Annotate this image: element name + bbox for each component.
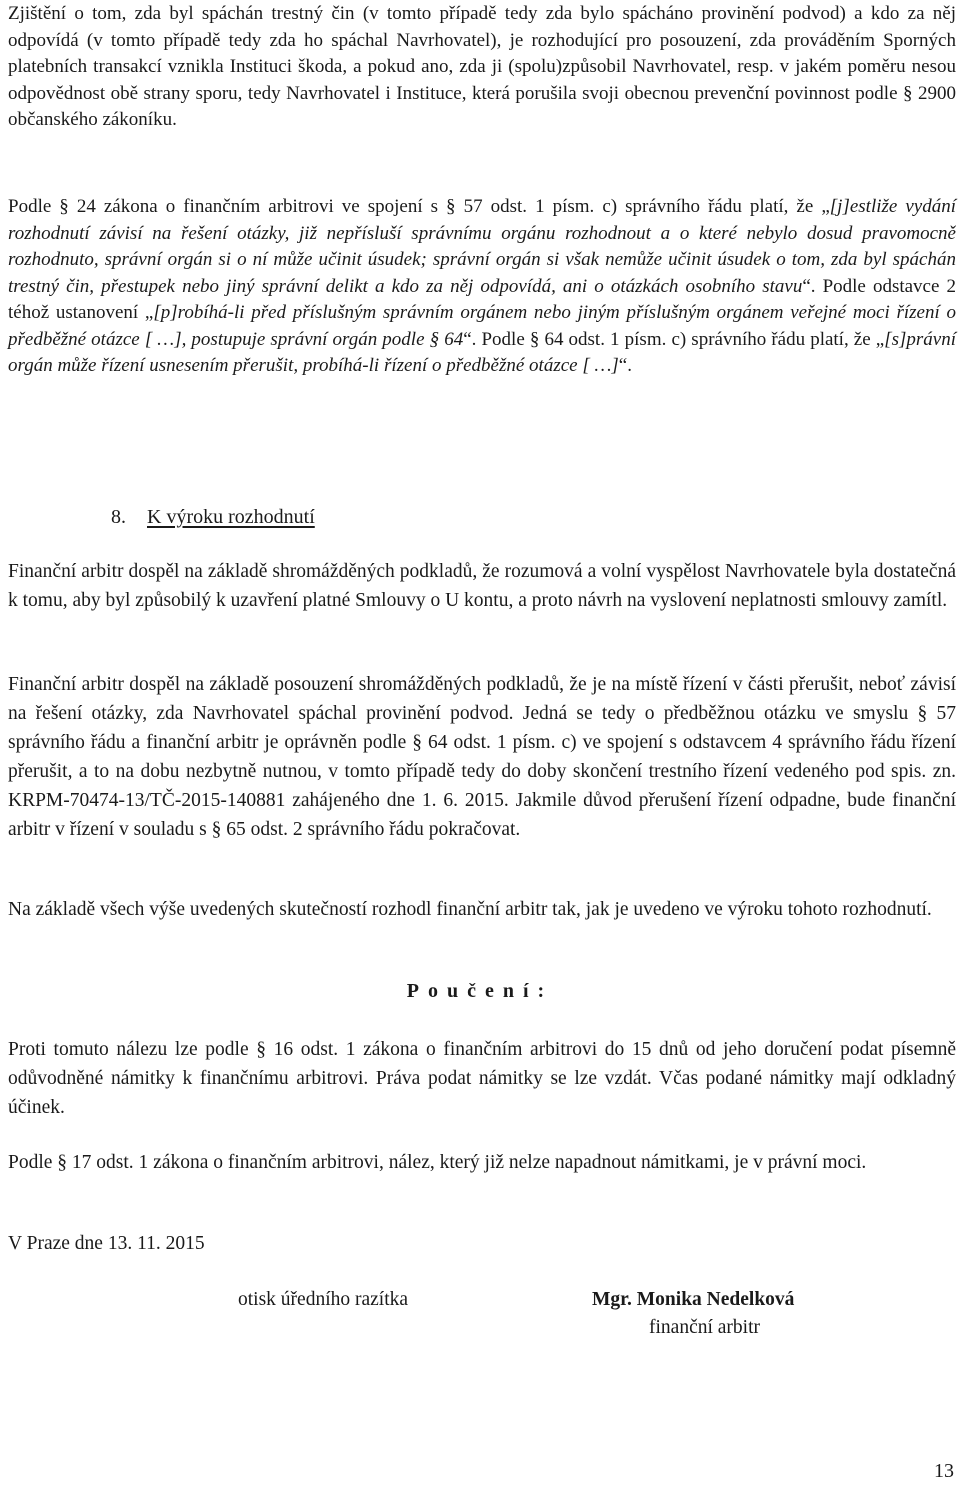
legal-text-plain: “. Podle odstavce 2 téhož ustanovení „ — [8, 275, 956, 323]
section-number: 8. — [111, 506, 126, 528]
legal-text-plain: “. — [618, 355, 632, 376]
section-title: K výroku rozhodnutí — [147, 506, 315, 528]
paragraph-objections: Proti tomuto nálezu lze podle § 16 odst. 1 zákona o finančním arbitrovi do 15 dnů od jeho doručení podat písemně odůvodněné námitky k finančnímu arbitrovi. Práva podat námitky se lze vzdát. Včas podané námitky mají odkladný účinek. — [8, 1039, 956, 1118]
legal-quote-italic: [j]estliže vydání rozhodnutí závisí na řešení otázky, již nepřísluší správnímu orgánu rozhodnout a o které nebylo dosud pravomocně rozhodnuto, správní orgán si o ní může učinit úsudek; správní orgán si však nemůže učinit úsudek o tom, zda byl spáchán trestný čin, přestupek nebo jiný správní delikt a kdo za něj odpovídá, ani o otázkách osobního stavu — [8, 196, 956, 297]
signer-role: finanční arbitr — [649, 1317, 760, 1338]
legal-text-plain: Podle § 24 zákona o finančním arbitrovi ve spojení s § 57 odst. 1 písm. c) správního řádu platí, že „ — [8, 196, 830, 217]
paragraph-legal-force: Podle § 17 odst. 1 zákona o finančním arbitrovi, nález, který již nelze napadnout námitkami, je v právní moci. — [8, 1152, 867, 1173]
paragraph-prejudicial-question-intro: Zjištění o tom, zda byl spáchán trestný čin (v tomto případě tedy zda bylo spácháno provinění podvod) a kdo za něj odpovídá (v tomto případě tedy zda ho spáchal Navrhovatel), je rozhodující pro posouzení, zda prováděním Sporných platebních transakcí vznikla Instituci škoda, a pokud ano, zda ji (spolu)způsobil Navrhovatel, resp. v jakém poměru nesou odpovědnost obě strany sporu, tedy Navrhovatel i Instituce, která porušila svoji obecnou prevenční povinnost podle § 2900 občanského zákoníku. — [8, 3, 956, 130]
section-heading — [111, 503, 315, 532]
instruction-heading: Poučení: — [406, 980, 554, 1002]
legal-quote-italic: [s]právní orgán může řízení usnesením přerušit, probíhá-li řízení o předběžné otázce [ …] — [8, 328, 956, 376]
date-line: V Praze dne 13. 11. 2015 — [8, 1233, 205, 1254]
paragraph-legal-provisions — [8, 194, 956, 380]
legal-text-plain: “. Podle § 64 odst. 1 písm. c) správního řádu platí, že „ — [463, 328, 885, 350]
paragraph-proceedings-interruption: Finanční arbitr dospěl na základě posouzení shromážděných podkladů, že je na místě řízení v části přerušit, neboť závisí na řešení otázky, zda Navrhovatel spáchal provinění podvod. Jedná se tedy o předběžnou otázku ve smyslu § 57 správního řádu a finanční arbitr je oprávněn podle § 64 odst. 1 písm. c) ve spojení s odstavcem 4 správního řádu řízení přerušit, a to na dobu nezbytně nutnou, v tomto případě tedy do doby skončení trestního řízení vedeného pod spis. zn. KRPM-70474-13/TČ-2015-140881 zahájeného dne 1. 6. 2015. Jakmile důvod přerušení řízení odpadne, bude finanční arbitr v řízení v souladu s § 65 odst. 2 správního řádu pokračovat. — [8, 674, 956, 840]
stamp-placeholder: otisk úředního razítka — [238, 1289, 409, 1310]
paragraph-capacity-finding: Finanční arbitr dospěl na základě shromážděných podkladů, že rozumová a volní vyspělost Navrhovatele byla dostatečná k tomu, aby byl způsobilý k uzavření platné Smlouvy o U kontu, a proto návrh na vyslovení neplatnosti smlouvy zamítl. — [8, 561, 956, 611]
paragraph-decision-basis: Na základě všech výše uvedených skutečností rozhodl finanční arbitr tak, jak je uvedeno ve výroku tohoto rozhodnutí. — [8, 899, 932, 920]
signer-name: Mgr. Monika Nedelková — [592, 1289, 795, 1310]
page-number: 13 — [934, 1460, 954, 1482]
legal-quote-italic: [p]robíhá-li před příslušným správním orgánem nebo jiným příslušným orgánem veřejné moci řízení o předběžné otázce [ …], postupuje správní orgán podle § 64 — [8, 302, 956, 350]
